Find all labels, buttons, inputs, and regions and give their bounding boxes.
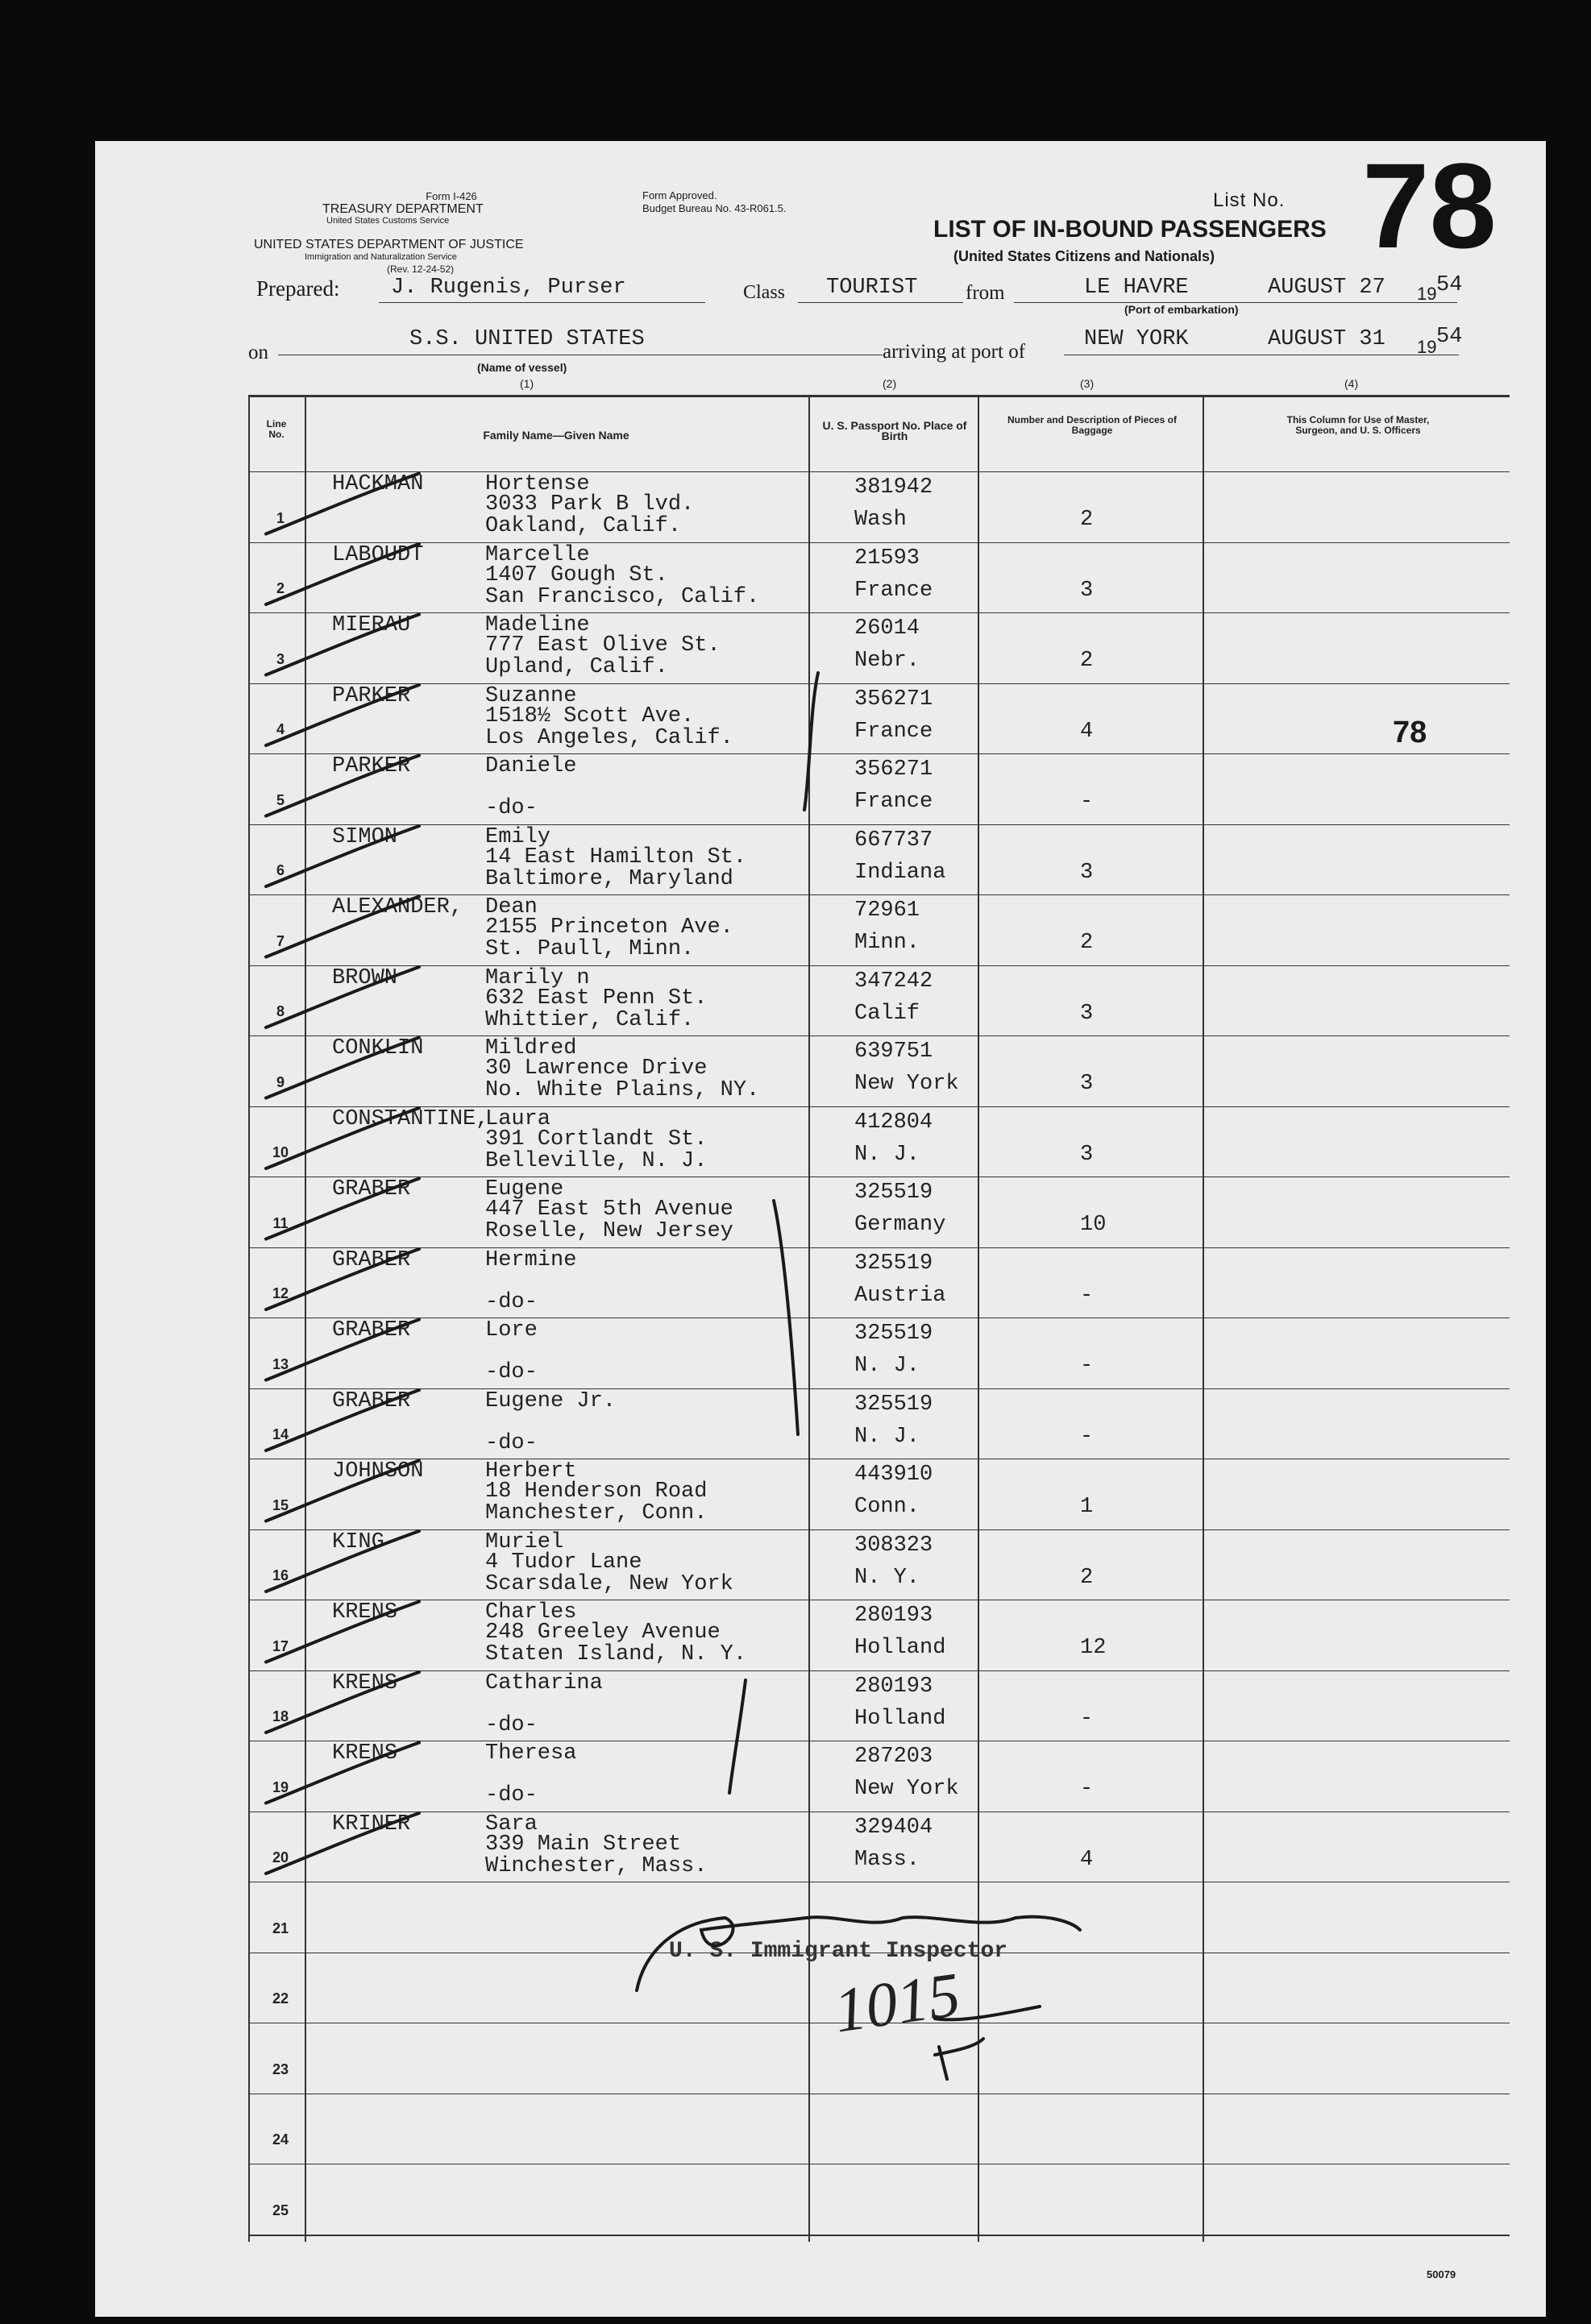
given-name: Daniele [485,754,577,778]
place-of-birth: Holland [854,1636,946,1660]
line-number: 24 [272,2131,289,2148]
line-number: 2 [276,580,285,596]
passport-number: 329404 [854,1815,933,1840]
family-name: MIERAU [332,613,411,637]
line-number: 22 [272,1990,289,2007]
check-mark [266,1531,419,1592]
passport-number: 280193 [854,1674,933,1699]
form-approved: Form Approved. [642,189,717,201]
address-line-1: 1407 Gough St. [485,562,668,587]
passport-number: 325519 [854,1322,933,1346]
given-name: Eugene [485,1177,564,1201]
address-line-1: 777 East Olive St. [485,633,721,658]
line-number: 12 [272,1285,289,1301]
line-number: 16 [272,1567,289,1583]
passport-number: 381942 [854,475,933,500]
form-code: 50079 [1427,2268,1456,2280]
address-line-2: Scarsdale, New York [485,1571,733,1596]
line-number: 10 [272,1144,289,1160]
address-line-2: St. Paull, Minn. [485,937,695,961]
baggage-count: 3 [1080,860,1094,885]
customs-label: United States Customs Service [326,216,450,226]
place-of-birth: Indiana [854,860,946,885]
passport-number: 21593 [854,546,920,571]
family-name: CONSTANTINE, [332,1106,489,1131]
address-line-2: -do- [485,1712,538,1737]
arrival-year: 54 [1436,325,1463,349]
col-3-number: (3) [1080,377,1095,390]
check-mark [266,1461,419,1521]
given-name: Marily n [485,965,590,990]
line-number: 20 [272,1849,289,1865]
address-line-2: Los Angeles, Calif. [485,725,733,750]
address-line-2: -do- [485,1360,538,1384]
given-name: Madeline [485,613,590,637]
prepared-label: Prepared: [256,276,340,301]
on-label: on [248,342,268,363]
place-of-birth: Germany [854,1213,946,1237]
check-mark [266,1813,419,1874]
baggage-count: - [1080,1283,1094,1308]
address-line-2: Winchester, Mass. [485,1853,708,1878]
line-number: 6 [276,862,285,878]
passport-number: 72961 [854,898,920,923]
baggage-count: 3 [1080,578,1094,603]
passport-number: 347242 [854,969,933,994]
given-name: Catharina [485,1670,603,1695]
address-line-1: 447 East 5th Avenue [485,1197,733,1222]
family-name: CONKLIN [332,1036,424,1060]
check-mark [266,1743,419,1803]
address-line-2: Manchester, Conn. [485,1501,708,1525]
col-line-header: Line No. [266,418,287,440]
address-line-1: 1518½ Scott Ave. [485,703,695,728]
family-name: KRENS [332,1600,398,1625]
address-line-2: San Francisco, Calif. [485,584,760,609]
check-mark [266,756,419,816]
baggage-count: 4 [1080,719,1094,744]
family-name: SIMON [332,824,398,849]
document-subtitle: (United States Citizens and Nationals) [953,248,1215,264]
check-mark [266,897,419,957]
passport-number: 443910 [854,1463,933,1487]
handwritten-id: 1015 [829,1958,965,2046]
check-mark [266,1108,419,1168]
passport-number: 356271 [854,757,933,782]
address-line-2: -do- [485,1289,538,1314]
family-name: BROWN [332,965,398,990]
baggage-count: - [1080,1354,1094,1378]
place-of-birth: N. Y. [854,1565,920,1590]
col-baggage-header: Number and Description of Pieces of Baggage [1007,414,1178,436]
port-embarkation-label: (Port of embarkation) [1124,303,1239,316]
col-officer-header: This Column for Use of Master, Surgeon, and U. S. Officers [1286,414,1430,436]
place-of-birth: France [854,719,933,744]
baggage-count: 4 [1080,1847,1094,1872]
check-mark [266,967,419,1027]
justice-label: UNITED STATES DEPARTMENT OF JUSTICE [254,238,524,251]
line-number: 11 [272,1214,289,1231]
line-number: 13 [272,1355,289,1372]
given-name: Hortense [485,472,590,496]
place-of-birth: Minn. [854,931,920,955]
given-name: Dean [485,895,538,919]
place-of-birth: Conn. [854,1495,920,1519]
place-of-birth: France [854,578,933,603]
place-of-birth: Wash [854,508,907,532]
departure-year: 54 [1436,273,1463,297]
address-line-2: No. White Plains, NY. [485,1078,760,1102]
col-4-number: (4) [1344,377,1359,390]
line-number: 8 [276,1003,285,1019]
check-mark [266,474,419,534]
passport-number: 308323 [854,1533,933,1558]
address-line-2: -do- [485,1430,538,1455]
address-line-2: -do- [485,1783,538,1807]
check-mark [266,1602,419,1662]
given-name: Sara [485,1811,538,1836]
baggage-count: 3 [1080,1142,1094,1167]
departure-date: AUGUST 27 [1268,276,1385,300]
given-name: Emily [485,824,551,849]
given-name: Herbert [485,1459,577,1484]
line-number: 7 [276,932,285,949]
family-name: ALEXANDER, [332,895,463,919]
passport-number: 280193 [854,1604,933,1628]
family-name: KRINER [332,1811,411,1836]
line-number: 14 [272,1426,289,1442]
baggage-count: 2 [1080,508,1094,532]
passport-number: 356271 [854,687,933,712]
address-line-2: Whittier, Calif. [485,1007,695,1032]
line-number: 5 [276,791,285,808]
place-of-birth: Nebr. [854,649,920,673]
baggage-count: - [1080,1777,1094,1801]
vessel-label: (Name of vessel) [477,361,567,374]
line-number: 3 [276,650,285,667]
check-mark [266,1038,419,1098]
class-value: TOURIST [826,276,918,300]
baggage-count: 12 [1080,1636,1107,1660]
family-name: GRABER [332,1318,411,1343]
treasury-label: TREASURY DEPARTMENT [322,202,484,216]
check-mark [266,1320,419,1380]
passport-number: 325519 [854,1181,933,1205]
place-of-birth: Calif [854,1001,920,1026]
place-of-birth: France [854,790,933,814]
arriving-label: arriving at port of [883,341,1026,363]
given-name: Charles [485,1600,577,1625]
baggage-count: 10 [1080,1213,1107,1237]
family-name: PARKER [332,683,411,708]
address-line-1: 14 East Hamilton St. [485,845,747,869]
passport-number: 412804 [854,1110,933,1135]
line-number: 21 [272,1919,289,1936]
address-line-2: Baltimore, Maryland [485,866,733,891]
revision-label: (Rev. 12-24-52) [387,264,455,275]
col-name-header: Family Name—Given Name [483,429,629,442]
check-mark [266,1179,419,1239]
line-number: 19 [272,1778,289,1795]
address-line-1: 248 Greeley Avenue [485,1621,721,1645]
line-number: 17 [272,1637,289,1654]
address-line-1: 18 Henderson Road [485,1479,708,1504]
given-name: Muriel [485,1529,564,1554]
list-no-value: 78 [1362,138,1497,273]
passport-number: 325519 [854,1251,933,1276]
family-name: GRABER [332,1388,411,1413]
vessel-col-label: (1) [520,377,534,390]
given-name: Suzanne [485,683,577,708]
inspector-stamp: U. S. Immigrant Inspector [669,1939,1008,1964]
address-line-1: 4 Tudor Lane [485,1550,642,1575]
from-label: from [966,282,1005,304]
passport-number: 26014 [854,616,920,641]
arrival-port: NEW YORK [1084,327,1189,351]
baggage-count: - [1080,1424,1094,1449]
baggage-count: - [1080,790,1094,814]
form-number: Form I-426 [426,190,477,202]
address-line-1: 3033 Park B lvd. [485,492,695,517]
passport-number: 325519 [854,1392,933,1417]
col-2-number: (2) [883,377,897,390]
officer-note: 78 [1393,716,1427,749]
address-line-1: 391 Cortlandt St. [485,1127,708,1152]
family-name: KING [332,1529,384,1554]
address-line-1: 632 East Penn St. [485,986,708,1011]
given-name: Laura [485,1106,551,1131]
family-name: GRABER [332,1247,411,1272]
baggage-count: 2 [1080,649,1094,673]
address-line-2: -do- [485,796,538,820]
place-of-birth: Austria [854,1283,946,1308]
check-mark [266,1672,419,1733]
arrival-date: AUGUST 31 [1268,327,1385,351]
given-name: Hermine [485,1247,577,1272]
vessel-name: S.S. UNITED STATES [409,327,645,351]
line-number: 25 [272,2202,289,2218]
line-number: 15 [272,1496,289,1513]
check-mark [266,544,419,604]
address-line-2: Roselle, New Jersey [485,1219,733,1243]
place-of-birth: N. J. [854,1354,920,1378]
family-name: KRENS [332,1741,398,1766]
given-name: Mildred [485,1036,577,1060]
document-title: LIST OF IN-BOUND PASSENGERS [933,216,1327,243]
year-prefix-1: 19 [1417,284,1437,304]
line-number: 23 [272,2060,289,2077]
address-line-2: Staten Island, N. Y. [485,1642,747,1666]
check-mark [266,1249,419,1309]
family-name: KRENS [332,1670,398,1695]
address-line-2: Oakland, Calif. [485,514,682,538]
place-of-birth: Mass. [854,1847,920,1872]
baggage-count: 3 [1080,1072,1094,1096]
baggage-count: 3 [1080,1001,1094,1026]
place-of-birth: New York [854,1072,959,1096]
family-name: PARKER [332,754,411,778]
place-of-birth: Holland [854,1706,946,1731]
place-of-birth: N. J. [854,1142,920,1167]
address-line-2: Belleville, N. J. [485,1148,708,1173]
col-passport-header: U. S. Passport No. Place of Birth [822,419,967,442]
place-of-birth: N. J. [854,1424,920,1449]
passport-number: 667737 [854,828,933,853]
address-line-1: 30 Lawrence Drive [485,1056,708,1081]
passport-number: 639751 [854,1040,933,1064]
list-no-label: List No. [1213,189,1286,211]
baggage-count: - [1080,1706,1094,1731]
budget-bureau: Budget Bureau No. 43-R061.5. [642,202,787,214]
from-value: LE HAVRE [1084,276,1189,300]
prepared-value: J. Rugenis, Purser [391,276,626,300]
address-line-1: 2155 Princeton Ave. [485,915,733,940]
family-name: HACKMAN [332,472,424,496]
check-mark [266,685,419,745]
baggage-count: 2 [1080,931,1094,955]
class-label: Class [743,282,786,303]
place-of-birth: New York [854,1777,959,1801]
passport-number: 287203 [854,1745,933,1769]
given-name: Marcelle [485,542,590,567]
address-line-2: Upland, Calif. [485,655,668,679]
check-mark [266,826,419,886]
baggage-count: 1 [1080,1495,1094,1519]
given-name: Eugene Jr. [485,1388,617,1413]
line-number: 18 [272,1708,289,1724]
line-number: 1 [276,509,285,526]
line-number: 4 [276,721,285,737]
baggage-count: 2 [1080,1565,1094,1590]
given-name: Lore [485,1318,538,1343]
family-name: GRABER [332,1177,411,1201]
given-name: Theresa [485,1741,577,1766]
check-mark [266,1390,419,1450]
ins-label: Immigration and Naturalization Service [305,252,457,262]
family-name: JOHNSON [332,1459,424,1484]
line-number: 9 [276,1073,285,1090]
year-prefix-2: 19 [1417,337,1437,357]
check-mark [266,615,419,675]
family-name: LABOUDT [332,542,424,567]
address-line-1: 339 Main Street [485,1832,682,1857]
